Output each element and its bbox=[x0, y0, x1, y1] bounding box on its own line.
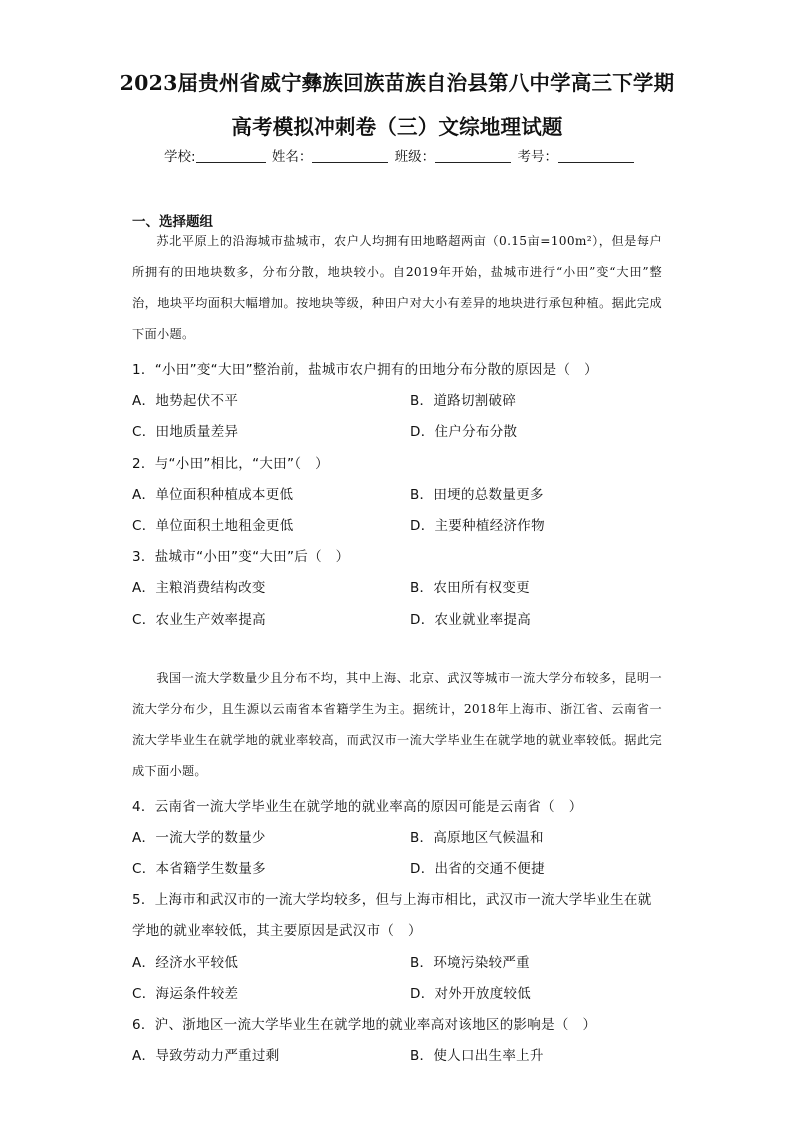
name-blank[interactable] bbox=[312, 149, 388, 163]
question-3-option-c: C．农业生产效率提高 bbox=[132, 612, 266, 628]
question-1-option-d: D．住户分布分散 bbox=[410, 424, 518, 440]
question-3-option-a: A．主粮消费结构改变 bbox=[132, 580, 266, 596]
student-info-row bbox=[164, 145, 636, 165]
question-6-stem: 6．沪、浙地区一流大学毕业生在就学地的就业率高对该地区的影响是（ ） bbox=[132, 1017, 597, 1033]
question-2-option-a: A．单位面积种植成本更低 bbox=[132, 487, 294, 503]
passage-1: 苏北平原上的沿海城市盐城市，农户人均拥有田地略超两亩（0.15亩=100m²），但是每户所拥有的田地块数多，分布分散，地块较小。自2019年开始，盐城市进行“小田”变“大田”整治，地块平均面积大幅增加。按地块等级，种田户对大小有差异的地块进行承包种植。据此完成下面小题。 bbox=[132, 234, 662, 341]
question-5-stem-line2: 学地的就业率较低，其主要原因是武汉市（ ） bbox=[132, 923, 422, 939]
question-5-option-d: D．对外开放度较低 bbox=[410, 986, 532, 1002]
question-4-option-d: D．出省的交通不便捷 bbox=[410, 861, 545, 877]
question-2-option-c: C．单位面积土地租金更低 bbox=[132, 518, 294, 534]
question-5-option-b: B．环境污染较严重 bbox=[410, 955, 530, 971]
question-1-option-b: B．道路切割破碎 bbox=[410, 393, 517, 409]
question-1-option-c: C．田地质量差异 bbox=[132, 424, 239, 440]
name-label: 姓名： bbox=[271, 149, 313, 165]
question-4-option-b: B．高原地区气候温和 bbox=[410, 830, 544, 846]
school-blank[interactable] bbox=[196, 149, 266, 163]
question-2-stem: 2．与“小田”相比，“大田”（ ） bbox=[132, 456, 329, 472]
exam-title-line1: 2023届贵州省威宁彝族回族苗族自治县第八中学高三下学期 bbox=[119, 71, 675, 95]
question-6-option-a: A．导致劳动力严重过剩 bbox=[132, 1048, 280, 1064]
question-3-stem: 3．盐城市“小田”变“大田”后（ ） bbox=[132, 549, 350, 565]
class-label: 班级： bbox=[394, 149, 436, 165]
question-3-option-d: D．农业就业率提高 bbox=[410, 612, 532, 628]
question-1-option-a: A．地势起伏不平 bbox=[132, 393, 239, 409]
question-2-option-d: D．主要种植经济作物 bbox=[410, 518, 545, 534]
question-4-option-a: A．一流大学的数量少 bbox=[132, 830, 266, 846]
class-blank[interactable] bbox=[435, 149, 511, 163]
question-5-option-c: C．海运条件较差 bbox=[132, 986, 239, 1002]
question-3-option-b: B．农田所有权变更 bbox=[410, 580, 530, 596]
question-1-stem: 1．“小田”变“大田”整治前，盐城市农户拥有的田地分布分散的原因是（ ） bbox=[132, 362, 598, 378]
exam-number-label: 考号： bbox=[517, 149, 558, 165]
school-label: 学校: bbox=[164, 149, 196, 165]
exam-number-blank[interactable] bbox=[558, 149, 634, 163]
section-title: 一、选择题组 bbox=[132, 214, 213, 230]
question-2-option-b: B．田埂的总数量更多 bbox=[410, 487, 544, 503]
question-5-stem-line1: 5．上海市和武汉市的一流大学均较多，但与上海市相比，武汉市一流大学毕业生在就 bbox=[132, 892, 652, 908]
question-4-stem: 4．云南省一流大学毕业生在就学地的就业率高的原因可能是云南省（ ） bbox=[132, 799, 583, 815]
question-4-option-c: C．本省籍学生数量多 bbox=[132, 861, 266, 877]
exam-title-line2: 高考模拟冲刺卷（三）文综地理试题 bbox=[231, 115, 563, 139]
question-6-option-b: B．使人口出生率上升 bbox=[410, 1048, 544, 1064]
question-5-option-a: A．经济水平较低 bbox=[132, 955, 239, 971]
passage-2: 我国一流大学数量少且分布不均，其中上海、北京、武汉等城市一流大学分布较多，昆明一流大学分布少，且生源以云南省本省籍学生为主。据统计，2018年上海市、浙江省、云南省一流大学毕业生在就学地的就业率较高，而武汉市一流大学毕业生在就学地的就业率较低。据此完成下面小题。 bbox=[132, 671, 662, 778]
